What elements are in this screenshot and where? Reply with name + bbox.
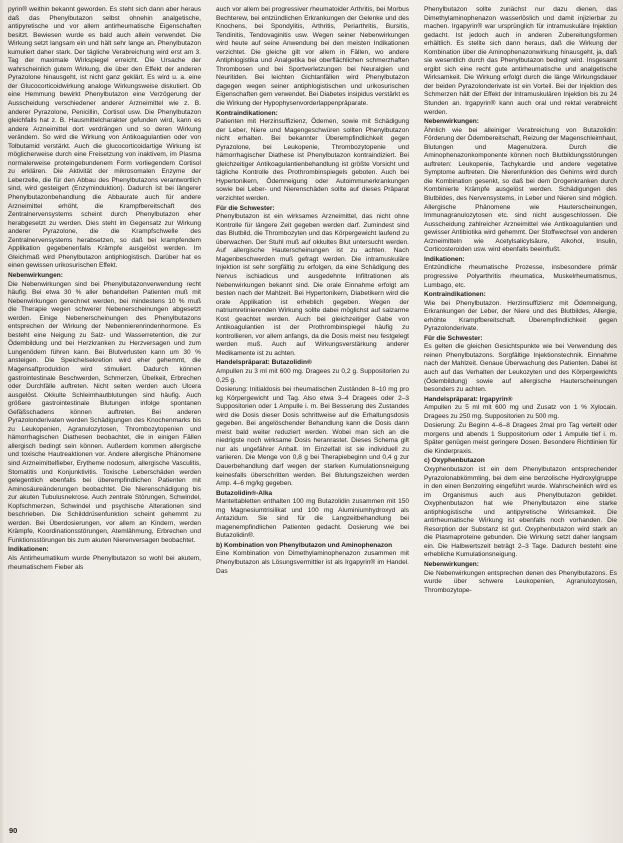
paragraph: Manteltabletten enthalten 100 mg Butazolidin zusammen mit 150 mg Magnesiumtrisilikat und 100 mg Aluminiumhydroxyd als Antazidum. Sie sind für die Langzeitbehandlung bei magenempfindlichen Patienten gedacht. Dosierung wie bei Butazolidin®. xyxy=(216,498,409,540)
paragraph: Entzündliche rheumatische Prozesse, insbesondere primär progressive Polyarthritis rheumatica, Muskelrheumatismus, Lumbago, etc. xyxy=(424,264,617,289)
paragraph: Eine Kombination von Dimethylaminophenazon zusammen mit Phenylbutazon als Lösungsvermittler ist als Irgapyrin® im Handel. Das xyxy=(216,550,409,575)
section-heading: Handelspräparat: Butazolidin® xyxy=(216,359,312,367)
section-heading: Nebenwirkungen: xyxy=(424,561,479,568)
page-gutter-shadow xyxy=(0,0,6,843)
section-heading: b) Kombination von Phenylbutazon und Aminophenazon xyxy=(216,541,393,549)
section-heading: Handelspräparat: Irgapyrin® xyxy=(424,395,513,403)
text-column-left xyxy=(8,6,201,573)
paragraph: Dosierung: Initialdosis bei rheumatischen Zuständen 8–10 mg pro kg Körpergewicht und Tag. Also etwa 3–4 Dragees oder 2–3 Suppositorien oder 1 Ampulle i. m. Bei Besserung des Zustandes wird die Dosis dieser Dosis schrittweise auf die Erhaltungsdosis gegeben. Bei angelöschender Behandlung kann die Dosis dann meist bald weiter reduziert werden. Wobei man sich an die niedrigste noch wirksame Dosis heranrastet. Dieses Schema gilt nur als ungefährer Anhalt. Im Einzelfall ist sie individuell zu variieren. Die Menge von 0,8 g bei Therapiebeginn und 0,4 g zur Dauerbehandlung darf wegen der starken Kumulationsneigung keinesfalls überschritten werden. Bei Blutungszeichen werden Amp. 4–6 mg/kg gegeben. xyxy=(216,386,409,488)
paragraph: pyrin® weithin bekannt geworden. Es steht sich dann aber heraus daß das Phenylbutazon selbst ohnehin analgetische, antipyretische und vor allem antirheumatische Eigenschaften besitzt. Bewiesen wurde es bald auch allein verwendet. Die Wirkung setzt langsam ein und hält sehr lange an. Phenylbutazon kumuliert daher stark. Der tägliche Verabreichung wird erst am 3. Tag der maximale Wirkspiegel erreicht. Die Ursache der wahrscheinlich gutem Wirkung, die über den Effekt der anderen Pyrazolone hinausgeht, ist nicht ganz geklärt. Es wird u. a. eine der Glucocorticoidwirkung analoge Wirkungsweise diskutiert. Ob eine Hemmung bewirkt Phenylbutazon eine Verzögerung der Ausscheidung verschiedener anderer Arzneimittel wie z. B. anderer Pyrazolone, Penicillin, Cortisol usw. Die Phenylbutazon gleichfalls hat z. B. Hausmittelcharakter gefunden wird, kann es andere Arzneimittel dort verdrängen und so deren Wirkung verändern. So wird die Wirkung von Antikoagulantien oder von Tolbutamid verstärkt. Auch die glucocorticoidartige Wirkung ist möglicherweise durch eine Freisetzung von inaktivem, im Plasma normalerweise proteingebundenem Form vorliegendem Cortisol zu erklären. Die Aktivität der mikrosomalen Enzyme der Leberzelle, die für den Abbau des Phenylbutazons verantwortlich sind, wird gesteigert (Enzyminduktion). Dadurch ist bei längerer Phenylbutazonbehandlung die Abbaurate auch für andere Arzneimittel erhöht, die Krampfbereitschaft des Zentralnervensystems scheint durch Phenylbutazon eher herabgesetzt zu werden. Dies steht im Gegensatz zur Wirkung anderer Pyrazolone, die die Krampfschwelle des Zentralnervensystems herabsetzen, so daß bei krampfendem Applikation gegebenenfalls Krämpfe ausgelöst werden. Im Gleichmaß wird Phenylbutazon antiphlogistisch. Darüber hat es einen gewissen urikosurischen Effekt. xyxy=(8,6,201,270)
page-number: 90 xyxy=(9,826,18,835)
paragraph: Oxyphenbutazon ist ein dem Phenylbutazon entsprechender Pyrazolonabkömmling, bei dem eine benzolische Hydroxylgruppe in den einen Benzolring eingeführt wurde. Wahrscheinlich wird es im Organismus auch aus Phenylbutazon gebildet. Oxyphenbutazon hat wie Phenylbutazon eine starke antiphlogistische und antipyretische Wirksamkeit. Die antirheumatische Wirkung ist ebenfalls noch vorhanden. Die Resorption der Substanz ist gut. Oxyphenbutazon wird stark an die Plasmaproteine gebunden. Die Wirkung setzt daher langsam ein. Die Halbwertszeit beträgt 2–3 Tage. Dadurch besteht eine erhebliche Kumulationsneigung. xyxy=(424,465,617,559)
paragraph: auch vor allem bei progressiver rheumatoider Arthritis, bei Morbus Bechterew, bei entzündlichen Erkrankungen der Gelenke und des Knochens, bei Spondylitis, Arthritis, Periarthritis, Bursitis, Tendinitis, Tendovaginitis usw. Wegen seiner Nebenwirkungen wird heute auf seine Anwendung bei den meisten Indikationen verzichtet. Die gleiche gilt vor allem in Fällen, wo andere Antiphlogistika und Analgetika bei oberflächlichen schmerzhaften Thrombosen und bei Sportverletzungen bei Neuralgien und Neuritiden. Bei leichten Gichtanfällen wird Phenylbutazon dagegen wegen seiner antiphlogistischen und urikosurischen Eigenschaften gern verwendet. Bei Diabetes insipidus verstärkt es die Wirkung der Hypophysenvorderlappenpräparate. xyxy=(216,6,409,108)
section-heading: Für die Schwester: xyxy=(216,204,275,212)
section-heading: c) Oxyphenbutazon xyxy=(424,457,485,465)
paragraph: Die Nebenwirkungen sind bei Phenylbutazonverwendung recht häufig. Bei etwa 30 % aller behandelten Patienten muß mit Nebenwirkungen gerechnet werden, bei mindestens 10 % muß die Therapie wegen schwerer Nebenerscheinungen abgesetzt werden. Einige Nebenerscheinungen des Phenylbutazons entsprechen der Wirkung der Nebennierenrindenhormone. Es besteht eine Neigung zu Salz- und Wasserretention, die zur Ödembildung und bei Herzkranken zu Herzversagen und zum Lungenödem führen kann. Bei Blutverlusten kann um 30 % ansteigen. Die Speichelsekretion wird eher gehemmt, die Magensaftproduktion wird stimuliert. Dadurch können gastrointestinale Beschwerden, Schmerzen, Übelkeit, Erbrechen oder Durchfälle auftreten. Nicht selten werden auch Ulcera ausgelöst. Okkulte Schleimhautblutungen sind häufig. Auch größere gastrointestinale Blutungen infolge spontanen Gefäßschadens können auftreten. Bei anderen Pyrazolonderivaten werden Schädigungen des Knochenmarks bis zu Leukopenien, Agranulozytosen, Thrombozytopenien und hämorrhagischen Diathesen beobachtet, die in einigen Fällen allergisch bedingt sein können. Außerdem kommen allergische und toxische Hautreaktionen vor. Andere allergische Phänomene sind Arzneimittelfieber, Erytheme nodosum, allergische Vasculitis, Stomatitis und Konjunktivitis. Toxische Leberschäden werden gelegentlich ebenfalls bei überempfindlichen Patienten mit Aminosäureänderungen beobachtet. Die Nierenschädigung bis zur akuten Tubulusnekrose. Auch zentrale Störungen, Schwindel, Kopfschmerzen, Schwindel und psychische Alterationen sind beschrieben. Die Schilddrüsenfunktion scheint gehemmt zu werden. Bei Überdosierungen, vor allem an Kindern, werden Krämpfe, Koordinationsstörungen, Atemlähmung, Erbrechen und Funktionsstörungen bis zum akuten Nierenversagen beobachtet. xyxy=(8,280,201,544)
paragraph: Ampullen zu 5 ml mit 600 mg und Zusatz von 1 % Xylocain. Dragees zu 250 mg. Suppositorien zu 500 mg. xyxy=(424,404,617,420)
paragraph: Es gelten die gleichen Gesichtspunkte wie bei Verwendung des reinen Phenylbutazons. Sorgfältige Injektionstechnik. Einnahme nach der Mahlzeit. Genaue Überwachung des Patienten. Dabei ist auch auf das Verhalten der Leukozyten und des Körpergewichts (Ödembildung) sowie auf allergische Hauterscheinungen besonders zu achten. xyxy=(424,343,617,394)
paragraph: Die Nebenwirkungen entsprechen denen des Phenylbutazons. Es wurde über schwere Leukopenien, Agranulozytosen, Thrombozytope- xyxy=(424,569,617,594)
paragraph: Ampullen zu 3 ml mit 600 mg. Dragees zu 0,2 g. Suppositorien zu 0,25 g. xyxy=(216,367,409,384)
section-heading: Kontraindikationen: xyxy=(424,291,486,299)
section-heading: Kontraindikationen: xyxy=(216,109,278,117)
paragraph: Phenylbutazon ist ein wirksames Arzneimittel, das nicht ohne Kontrolle für längere Zeit gegeben werden darf. Zumindest sind das Blutbild, die Thrombozyten und das Körpergewicht laufend zu überwachen. Der Stuhl muß auf okkultes Blut untersucht werden. Auf allergische Hauterscheinungen ist zu achten. Nach Magenbeschwerden muß gefragt werden. Die intramuskuläre Injektion ist sehr sorgfältig zu erfolgen, da eine Schädigung des Nervus ischiadicus und ausgedehnte Infiltrationen als Nebenwirkungen bekannt sind. Die orale Einnahme erfolgt am besten nach der Mahlzeit. Bei Hypertonikern, Diabetikern wird die orale Applikation ist erheblich gegeben. Wegen der natriumretinierenden Wirkung sollte dabei möglichst auf salzarme Kost geachtet werden. Auch bei gleichzeitiger Gabe von Antikoagulantien ist der Prothrombinspiegel häufig zu kontrollieren, vor allem anfangs, da die Dosis meist neu festgelegt werden muß. Auch auf Wirkungsverstärkung anderer Medikamente ist zu achten. xyxy=(216,213,409,357)
paragraph: Als Antirheumatikum wurde Phenylbutazon so wohl bei akutem, rheumatischem Fieber als xyxy=(8,555,201,571)
section-heading: Nebenwirkungen: xyxy=(8,271,63,279)
section-heading: Für die Schwester: xyxy=(424,334,483,342)
paragraph: Ähnlich wie bei alleiniger Verabreichung von Butazolidin: Förderung der Ödembereitschaft, Reizung der Magenschleimhaut, Blutungen und Magenulzera. Durch die Aminophenazonkomponente können noch Blutbildungsstörungen auftreten: Leukopenie, Tachykardie und andere vegetative Symptome auftreten. Die Nierenfunktion des Gehirns wird durch die Kombination gesenkt, so daß bei dem Drogenkranken durch Kombinierte Krämpfe ausgelöst werden. Schädigungen des Blutbildes, des Nervensystems, in Leber und Nieren sind möglich. Allergische Phänomene wie Hauterscheinungen, Immunagranulozytosen etc. sind nicht ausgeschlossen. Die Ausscheidung zahlreicher Arzneimittel wie Antikoagulantien und gewisser Antibiotika wird gehemmt. Der Stoffwechsel von anderen Arzneimitteln wie Acetylsalicylsäure, Alkohol, Insulin, Corticosteroiden usw. wird ebenfalls beeinflußt. xyxy=(424,126,617,254)
section-heading: Nebenwirkungen: xyxy=(424,118,479,126)
text-column-right xyxy=(424,6,617,596)
section-heading: Indikationen: xyxy=(424,255,465,263)
paragraph: Dosierung: Zu Beginn 4–6–8 Dragees 2mal pro Tag verteilt oder morgens und abends 1 Suppositorium oder 1 Ampulle tief i. m. Später genügen meist geringere Dosen. Besondere Richtlinien für die Kinderpraxis. xyxy=(424,422,617,455)
section-heading: Indikationen: xyxy=(8,546,49,554)
paragraph: Phenylbutazon sollte zunächst nur dazu dienen, das Dimethylaminophenazon wasserlöslich und damit injizierbar zu machen. Irgapyrin® war ursprünglich für intramuskuläre Injektion gedacht. Ist jedoch auch in anderen Zubereitungsformen erhältlich. Es stellte sich dann heraus, daß die Wirkung der Kombination über die Aminophenazonwirkung hinausgeht, ja, daß sie wesentlich durch das Phenylbutazon bedingt wird. Insgesamt ergibt sich eine recht gute antirheumatische und analgetische Wirksamkeit. Die Wirkung erfolgt durch die länge Wirkungsdauer der beiden Pyrazolonderivate ist ein Vorteil. Bei der Injektion des Schmerzen hält der Effekt der Intramuskulären Injektion bis zu 24 Stunden an. Irgapyrin® kann auch oral und rektal verabreicht werden. xyxy=(424,6,617,116)
text-column-middle xyxy=(216,6,409,577)
paragraph: Patienten mit Herzinsuffizienz, Ödemen, sowie mit Schädigung der Leber, Niere und Magengeschwüren sollten Phenylbutazon nicht erhalten. Bei bekannter Überempfindlichkeit gegen Pyrazolone, bei Leukopenie, Thrombozytopenie und hämorrhagischer Diathese ist Phenylbutazon kontraindiziert. Bei gleichzeitiger Antikoagulantienbehandlung ist größte Vorsicht und tägliche Kontrolle des Prothrombinspiegels geboten. Auch bei Hypertonikern, Ödemneigung oder Autoimmunerkrankungen sowie bei Leber- und Nierenschäden sollte auf dieses Präparat verzichtet werden. xyxy=(216,118,409,203)
section-heading: Butazolidin®-Alka xyxy=(216,489,273,497)
paragraph: Wie bei Phenylbutazon. Herzinsuffizienz mit Ödemneigung, Erkrankungen der Leber, der Niere und des Blutbildes, Allergie, erhöhte Krampfbereitschaft. Überempfindlichkeit gegen Pyrazolonderivate. xyxy=(424,299,617,333)
